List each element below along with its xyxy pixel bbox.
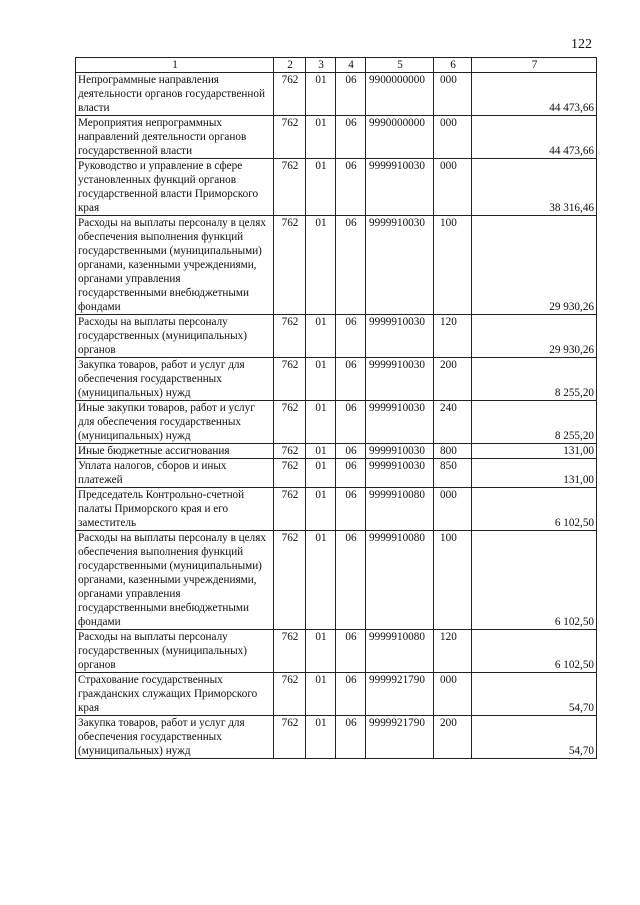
- row-code-cell: 762: [274, 315, 306, 358]
- row-code-cell: 800: [434, 444, 472, 459]
- row-amount-cell: 8 255,20: [472, 401, 597, 444]
- row-code-cell: 01: [306, 116, 336, 159]
- table-row: [76, 315, 597, 358]
- row-name-cell: Иные закупки товаров, работ и услуг для обеспечения государственных (муниципальных) нужд: [76, 401, 274, 444]
- row-code-cell: 01: [306, 401, 336, 444]
- row-code-cell: 762: [274, 459, 306, 488]
- table-row: [76, 673, 597, 716]
- row-amount-cell: 6 102,50: [472, 531, 597, 630]
- row-amount-cell: 54,70: [472, 716, 597, 759]
- header-cell: 7: [472, 58, 597, 73]
- row-code-cell: 01: [306, 358, 336, 401]
- table-row: [76, 116, 597, 159]
- row-amount-cell: 38 316,46: [472, 159, 597, 216]
- row-code-cell: 06: [336, 531, 366, 630]
- table-row: [76, 444, 597, 459]
- row-code-cell: 000: [434, 73, 472, 116]
- row-code-cell: 100: [434, 531, 472, 630]
- row-code-cell: 762: [274, 401, 306, 444]
- row-code-cell: 200: [434, 358, 472, 401]
- row-code-cell: 240: [434, 401, 472, 444]
- row-amount-cell: 29 930,26: [472, 315, 597, 358]
- row-code-cell: 01: [306, 716, 336, 759]
- row-name-cell: Закупка товаров, работ и услуг для обеспечения государственных (муниципальных) нужд: [76, 716, 274, 759]
- row-code-cell: 9999910030: [366, 315, 434, 358]
- table-row: [76, 531, 597, 630]
- row-code-cell: 120: [434, 630, 472, 673]
- row-amount-cell: 6 102,50: [472, 630, 597, 673]
- row-code-cell: 9999910080: [366, 488, 434, 531]
- row-code-cell: 200: [434, 716, 472, 759]
- header-cell: 2: [274, 58, 306, 73]
- row-code-cell: 01: [306, 216, 336, 315]
- row-amount-cell: 29 930,26: [472, 216, 597, 315]
- table-row: [76, 488, 597, 531]
- row-amount-cell: 131,00: [472, 444, 597, 459]
- row-amount-cell: 8 255,20: [472, 358, 597, 401]
- header-cell: 3: [306, 58, 336, 73]
- row-code-cell: 06: [336, 630, 366, 673]
- row-code-cell: 762: [274, 444, 306, 459]
- row-amount-cell: 54,70: [472, 673, 597, 716]
- row-code-cell: 9999910080: [366, 630, 434, 673]
- row-code-cell: 06: [336, 401, 366, 444]
- row-name-cell: Страхование государственных гражданских служащих Приморского края: [76, 673, 274, 716]
- row-code-cell: 06: [336, 358, 366, 401]
- row-code-cell: 9999910030: [366, 401, 434, 444]
- row-code-cell: 762: [274, 488, 306, 531]
- row-code-cell: 9990000000: [366, 116, 434, 159]
- row-code-cell: 9999910030: [366, 459, 434, 488]
- row-name-cell: Мероприятия непрограммных направлений деятельности органов государственной власти: [76, 116, 274, 159]
- row-code-cell: 01: [306, 630, 336, 673]
- row-name-cell: Непрограммные направления деятельности органов государственной власти: [76, 73, 274, 116]
- table-row: [76, 716, 597, 759]
- header-cell: 6: [434, 58, 472, 73]
- row-code-cell: 000: [434, 159, 472, 216]
- row-code-cell: 01: [306, 444, 336, 459]
- header-cell: 5: [366, 58, 434, 73]
- row-name-cell: Расходы на выплаты персоналу в целях обеспечения выполнения функций государственными (муниципальными) органами, казенными учреждениями, органами управления государственными внебюджетными фондами: [76, 531, 274, 630]
- row-code-cell: 762: [274, 358, 306, 401]
- row-code-cell: 120: [434, 315, 472, 358]
- row-code-cell: 01: [306, 673, 336, 716]
- table-header-row: [76, 58, 597, 73]
- row-code-cell: 9999910030: [366, 444, 434, 459]
- row-code-cell: 06: [336, 444, 366, 459]
- row-name-cell: Расходы на выплаты персоналу государственных (муниципальных) органов: [76, 315, 274, 358]
- table-row: [76, 216, 597, 315]
- table-row: [76, 401, 597, 444]
- row-amount-cell: 44 473,66: [472, 73, 597, 116]
- row-amount-cell: 44 473,66: [472, 116, 597, 159]
- row-name-cell: Закупка товаров, работ и услуг для обеспечения государственных (муниципальных) нужд: [76, 358, 274, 401]
- row-code-cell: 06: [336, 315, 366, 358]
- row-name-cell: Иные бюджетные ассигнования: [76, 444, 274, 459]
- header-cell: 1: [76, 58, 274, 73]
- budget-table: [75, 57, 597, 759]
- row-code-cell: 9999921790: [366, 716, 434, 759]
- table-row: [76, 73, 597, 116]
- row-code-cell: 06: [336, 716, 366, 759]
- row-amount-cell: 6 102,50: [472, 488, 597, 531]
- row-code-cell: 01: [306, 459, 336, 488]
- row-code-cell: 06: [336, 216, 366, 315]
- row-code-cell: 9900000000: [366, 73, 434, 116]
- row-code-cell: 762: [274, 673, 306, 716]
- table-row: [76, 630, 597, 673]
- row-code-cell: 06: [336, 459, 366, 488]
- row-code-cell: 762: [274, 73, 306, 116]
- table-row: [76, 358, 597, 401]
- row-code-cell: 01: [306, 73, 336, 116]
- row-code-cell: 100: [434, 216, 472, 315]
- row-code-cell: 01: [306, 488, 336, 531]
- table-row: [76, 159, 597, 216]
- row-code-cell: 850: [434, 459, 472, 488]
- row-code-cell: 000: [434, 116, 472, 159]
- row-code-cell: 06: [336, 116, 366, 159]
- page-number: 122: [571, 37, 592, 52]
- header-cell: 4: [336, 58, 366, 73]
- row-name-cell: Расходы на выплаты персоналу государственных (муниципальных) органов: [76, 630, 274, 673]
- row-code-cell: 9999921790: [366, 673, 434, 716]
- row-code-cell: 9999910030: [366, 216, 434, 315]
- row-code-cell: 01: [306, 159, 336, 216]
- row-code-cell: 06: [336, 159, 366, 216]
- row-code-cell: 06: [336, 73, 366, 116]
- row-code-cell: 762: [274, 116, 306, 159]
- row-name-cell: Расходы на выплаты персоналу в целях обеспечения выполнения функций государственными (муниципальными) органами, казенными учреждениями, органами управления государственными внебюджетными фондами: [76, 216, 274, 315]
- row-code-cell: 762: [274, 216, 306, 315]
- row-code-cell: 9999910080: [366, 531, 434, 630]
- row-code-cell: 01: [306, 315, 336, 358]
- row-code-cell: 06: [336, 673, 366, 716]
- row-code-cell: 762: [274, 531, 306, 630]
- row-code-cell: 762: [274, 630, 306, 673]
- row-code-cell: 000: [434, 488, 472, 531]
- row-code-cell: 762: [274, 159, 306, 216]
- row-amount-cell: 131,00: [472, 459, 597, 488]
- row-name-cell: Руководство и управление в сфере установленных функций органов государственной власти Приморского края: [76, 159, 274, 216]
- row-code-cell: 762: [274, 716, 306, 759]
- row-code-cell: 01: [306, 531, 336, 630]
- row-code-cell: 06: [336, 488, 366, 531]
- row-code-cell: 9999910030: [366, 358, 434, 401]
- row-code-cell: 000: [434, 673, 472, 716]
- row-name-cell: Председатель Контрольно-счетной палаты Приморского края и его заместитель: [76, 488, 274, 531]
- table-row: [76, 459, 597, 488]
- row-code-cell: 9999910030: [366, 159, 434, 216]
- row-name-cell: Уплата налогов, сборов и иных платежей: [76, 459, 274, 488]
